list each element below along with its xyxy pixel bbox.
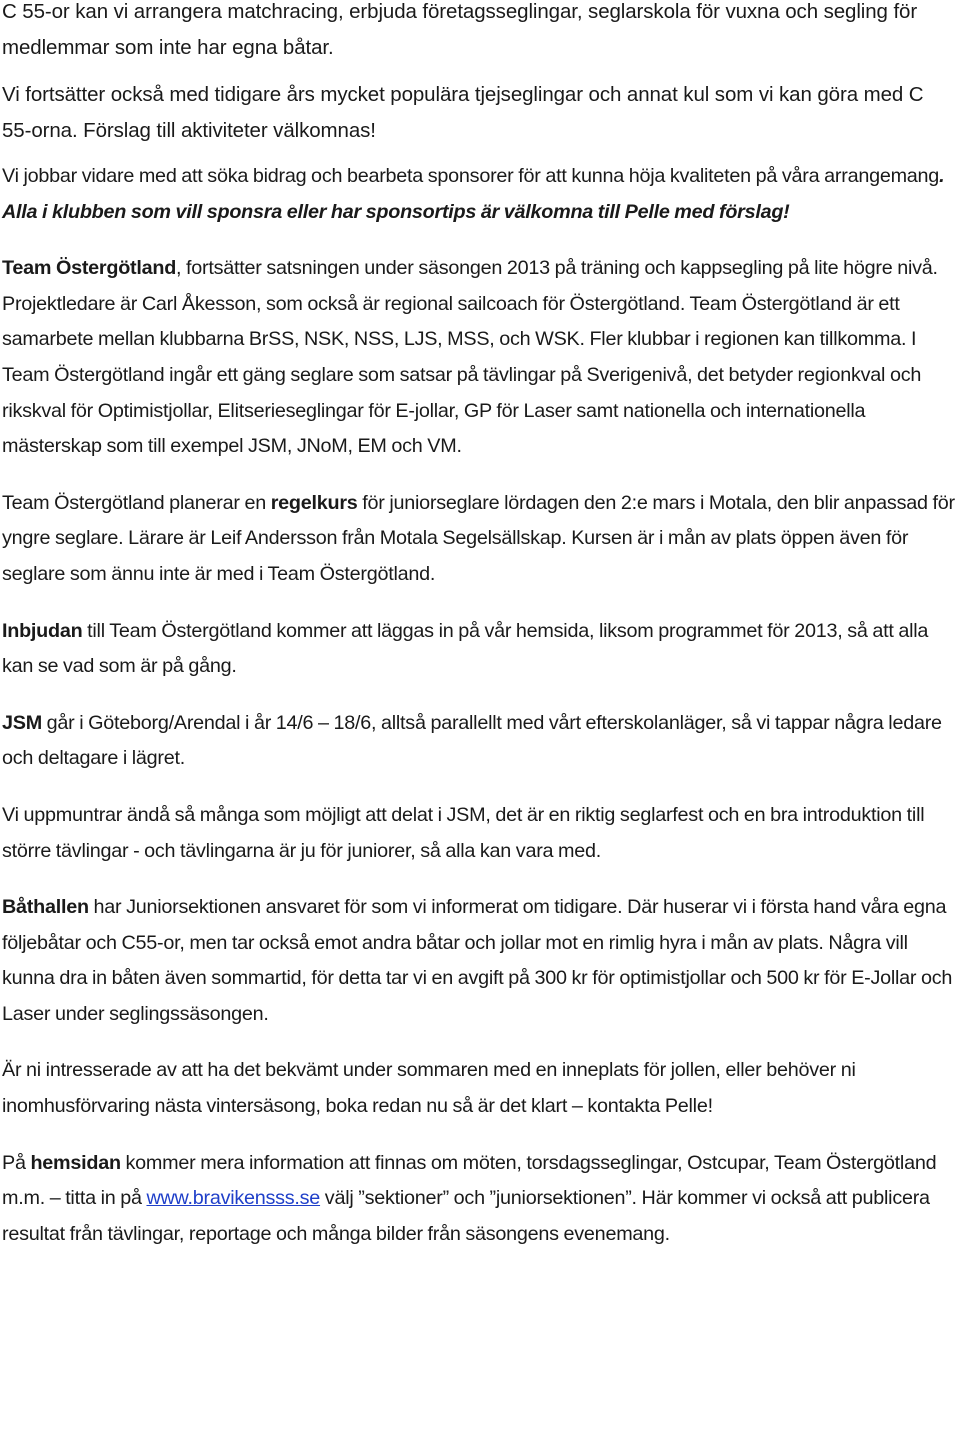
paragraph: [2, 77, 958, 149]
paragraph: [2, 159, 958, 230]
text-run: På: [2, 1151, 31, 1174]
text-run: Är ni intresserade av att ha det bekvämt under sommaren med en inneplats för jollen, eller behöver ni inomhusförvaring nästa vintersäsong, boka redan nu så är det klart – kontakta Pelle!: [2, 1059, 856, 1118]
paragraph: [2, 0, 958, 66]
text-run: går i Göteborg/Arendal i år 14/6 – 18/6, alltså parallellt med vårt efterskolanläger, så vi tappar några ledare och deltagare i lägret.: [2, 711, 942, 770]
website-link[interactable]: www.bravikensss.se: [146, 1187, 321, 1210]
bold-text: Team Östergötland: [2, 257, 177, 280]
text-run: för juniorseglare lördagen den 2:e mars i Motala, den blir anpassad för yngre seglare. Lärare är Leif Andersson från Motala Segelsällskap. Kursen är i mån av plats öppen även för seglare som ännu inte är med i Team Östergötland.: [2, 491, 955, 585]
text-run: C 55-or kan vi arrangera matchracing, erbjuda företagsseglingar, seglarskola för vuxna och segling för medlemmar som inte har egna båtar.: [2, 0, 918, 59]
bold-text: hemsidan: [30, 1151, 121, 1174]
paragraph: [2, 890, 958, 1032]
text-run: till Team Östergötland kommer att läggas in på vår hemsida, liksom programmet för 2013, så att alla kan se vad som är på gång.: [2, 619, 929, 678]
text-run: Vi fortsätter också med tidigare års mycket populära tjejseglingar och annat kul som vi kan göra med C 55-orna. Förslag till aktiviteter välkomnas!: [2, 83, 924, 142]
text-run: Vi jobbar vidare med att söka bidrag och bearbeta sponsorer för att kunna höja kvaliteten på våra arrangemang: [2, 165, 940, 187]
paragraph: [2, 614, 958, 685]
text-run: har Juniorsektionen ansvaret för som vi informerat om tidigare. Där huserar vi i första hand våra egna följebåtar och C55-or, men tar också emot andra båtar och jollar mot en rimlig hyra i mån av plats. Några vill kunna dra in båten även sommartid, för detta tar vi en avgift på 300 kr för optimistjollar och 500 kr för E-Jollar och Laser under seglingssäsongen.: [2, 896, 953, 1025]
text-run: Team Östergötland planerar en: [2, 491, 271, 514]
bold-text: Inbjudan: [2, 619, 83, 642]
bold-text: regelkurs: [270, 491, 358, 514]
paragraph: [2, 1146, 958, 1253]
bold-text: JSM: [2, 711, 42, 734]
paragraph: [2, 1053, 958, 1124]
paragraph: [2, 486, 958, 593]
bold-italic-text: . Alla i klubben som vill sponsra eller har sponsortips är välkomna till Pelle med förslag!: [2, 165, 945, 223]
text-run: kommer mera information att finnas om möten, torsdagsseglingar, Ostcupar, Team Östergötland m.m. – titta in på: [2, 1151, 937, 1210]
paragraph: [2, 251, 958, 465]
paragraph: [2, 706, 958, 777]
text-run: Vi uppmuntrar ändå så många som möjligt att delat i JSM, det är en riktig seglarfest och en bra introduktion till större tävlingar - och tävlingarna är ju för juniorer, så alla kan vara med.: [2, 803, 925, 862]
text-run: , fortsätter satsningen under säsongen 2013 på träning och kappsegling på lite högre nivå. Projektledare är Carl Åkesson, som också är regional sailcoach för Östergötland. Team Östergötland är ett samarbete mellan klubbarna BrSS, NSK, NSS, LJS, MSS, och WSK. Fler klubbar i regionen kan tillkomma. I Team Östergötland ingår ett gäng seglare som satsar på tävlingar på Sverigenivå, det betyder regionkval och rikskval för Optimistjollar, Elitserieseglingar för E-jollar, GP för Laser samt nationella och internationella mästerskap som till exempel JSM, JNoM, EM och VM.: [2, 257, 938, 458]
bold-text: Båthallen: [2, 896, 89, 919]
text-run: välj ”sektioner” och ”juniorsektionen”. Här kommer vi också att publicera resultat från tävlingar, reportage och många bilder från säsongens evenemang.: [2, 1187, 930, 1245]
paragraph: [2, 798, 958, 869]
